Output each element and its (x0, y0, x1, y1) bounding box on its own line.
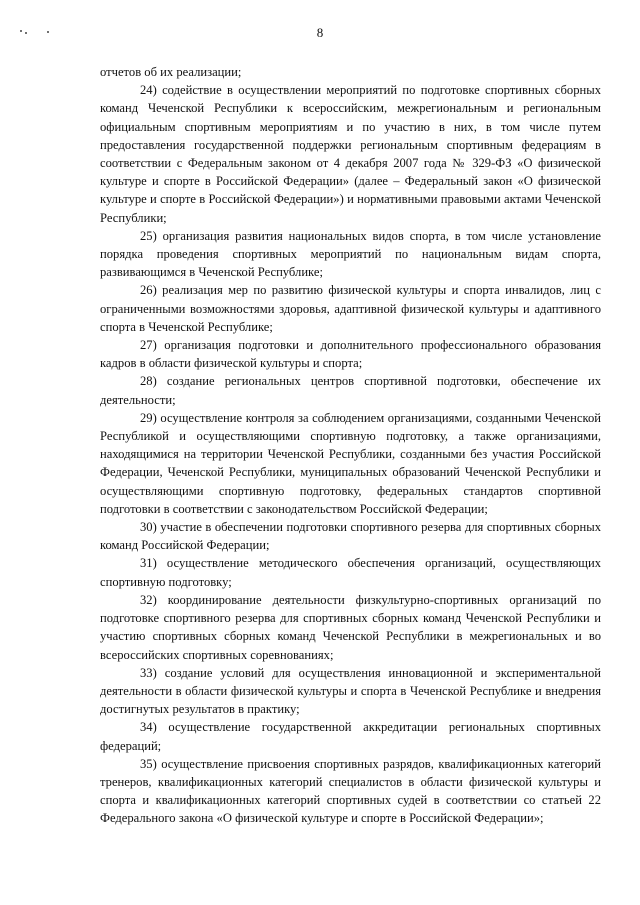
paragraph-item-35: 35) осуществление присвоения спортивных разрядов, квалификационных категорий тренеров, квалификационных категорий специалистов в области физической культуры и спорта и квалификационных категорий спортивных судей в соответствии со статьей 22 Федерального закона «О физической культуре и спорте в Российской Федерации»; (100, 756, 601, 826)
paragraph-item-30: 30) участие в обеспечении подготовки спортивного резерва для спортивных сборных команд Российской Федерации; (100, 520, 601, 553)
paragraph-item-29: 29) осуществление контроля за соблюдением организациями, созданными Чеченской Республикой и осуществляющими спортивную подготовку, а также организациями, находящимися на территории Чеченской Республики, созданными без участия Российской Федерации, Чеченской Республики, муниципальных образований Чеченской Республики и осуществляющими спортивную подготовку, федеральных стандартов спортивной подготовки в соответствии с законодательством Российской Федерации; (100, 410, 601, 516)
paragraph-item-34: 34) осуществление государственной аккредитации региональных спортивных федераций; (100, 720, 601, 753)
paragraph-item-25: 25) организация развития национальных видов спорта, в том числе установление порядка проведения спортивных мероприятий по национальным видам спорта, развивающимся в Чеченской Республике; (100, 228, 601, 280)
paragraph-item-26: 26) реализация мер по развитию физической культуры и спорта инвалидов, лиц с ограниченными возможностями здоровья, адаптивной физической культуры и адаптивного спорта в Чеченской Республике; (100, 283, 601, 334)
paragraph-item-24: 24) содействие в осуществлении мероприятий по подготовке спортивных сборных команд Чеченской Республики к всероссийским, межрегиональным и региональным официальным спортивным мероприятиям и по участию в них, в том числе путем предоставления государственной поддержки региональным спортивным федерациям в соответствии с Федеральным законом от 4 декабря 2007 года № 329-ФЗ «О физической культуре и спорте в Российской Федерации» (далее – Федеральный закон «О физической культуре и спорте в Российской Федерации») и нормативными правовыми актами Чеченской Республики; (100, 83, 601, 225)
paragraph-item-33: 33) создание условий для осуществления инновационной и экспериментальной деятельности в области физической культуры и спорта в Чеченской Республике и внедрения достигнутых результатов в практику; (100, 665, 601, 717)
document-body (100, 63, 601, 828)
paragraph-item-28: 28) создание региональных центров спортивной подготовки, обеспечение их деятельности; (100, 374, 601, 407)
paragraph-continuation: отчетов об их реализации; (100, 65, 242, 79)
paragraph-item-31: 31) осуществление методического обеспечения организаций, осуществляющих спортивную подготовку; (100, 556, 601, 589)
paragraph-item-32: 32) координирование деятельности физкультурно-спортивных организаций по подготовке спортивного резерва для спортивных сборных команд Чеченской Республики и участию спортивных сборных команд Чеченской Республики в межрегиональных и во всероссийских спортивных соревнованиях; (100, 592, 601, 662)
page-number: 8 (316, 25, 324, 40)
paragraph-item-27: 27) организация подготовки и дополнительного профессионального образования кадров в области физической культуры и спорта; (100, 338, 601, 371)
